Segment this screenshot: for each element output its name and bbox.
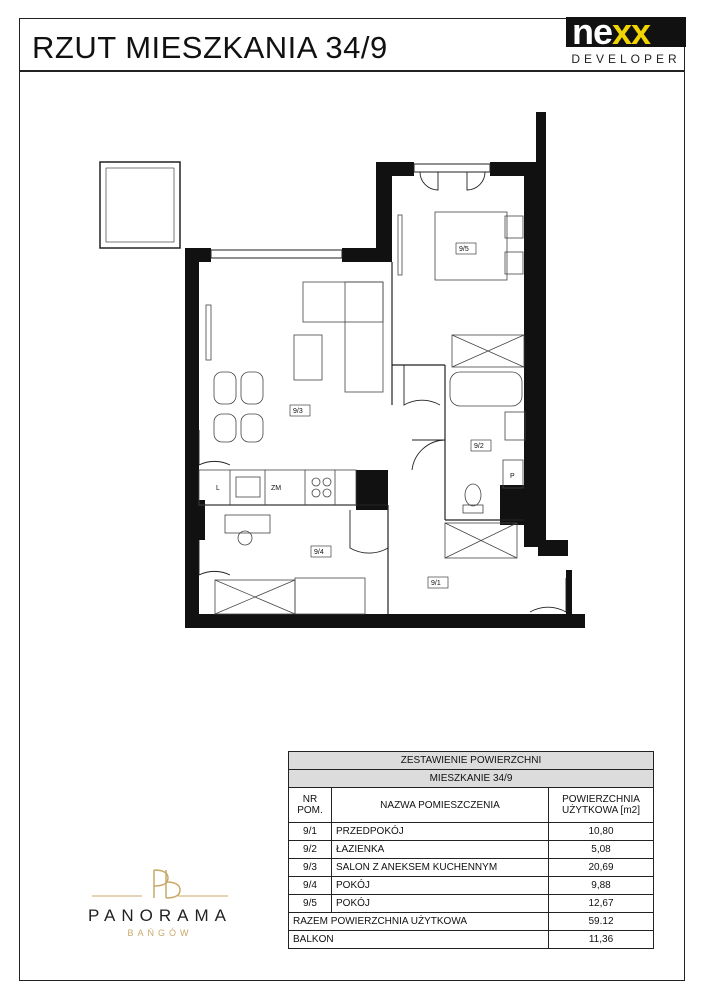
balcony-row [289, 931, 654, 949]
top-wall-left [185, 248, 211, 262]
room-name: PRZEDPOKÓJ [332, 823, 549, 841]
balcony-value: 11,36 [549, 931, 654, 949]
room-area: 5,08 [549, 841, 654, 859]
partition-left [185, 500, 205, 540]
hall-wardrobe [445, 523, 517, 558]
room-tag-95: 9/5 [459, 246, 469, 253]
page-title: RZUT MIESZKANIA 34/9 [32, 30, 388, 65]
logo-wordmark-b: xx [612, 11, 651, 52]
balcony-inner [106, 168, 174, 242]
bottom-wall [185, 614, 585, 628]
balcony-label: BALKON [289, 931, 549, 949]
table-row [289, 841, 654, 859]
right-outer [536, 112, 546, 542]
table-row [289, 823, 654, 841]
right-wall [524, 162, 538, 547]
room-name: ŁAZIENKA [332, 841, 549, 859]
fixture-fridge-label: ZM [271, 485, 282, 492]
living-furniture [206, 282, 383, 442]
upper-top-wall-a [376, 162, 414, 176]
room-area: 10,80 [549, 823, 654, 841]
logo-box [566, 11, 686, 52]
fixture-washer-label: P [510, 473, 515, 480]
room-number: 9/5 [289, 895, 332, 913]
room-name: SALON Z ANEKSEM KUCHENNYM [332, 859, 549, 877]
logo-wordmark-a: ne [572, 11, 613, 52]
total-value: 59.12 [549, 913, 654, 931]
partitions [199, 262, 524, 614]
upper-room-left-wall [376, 162, 392, 262]
windows [211, 164, 490, 258]
logo-subtitle: DEVELOPER [571, 52, 681, 66]
brand-location: BAŃGÓW [127, 928, 193, 938]
room-tags [216, 243, 515, 588]
floor-plan [90, 105, 590, 635]
total-row [289, 913, 654, 931]
table-subtitle: MIESZKANIE 34/9 [289, 770, 654, 788]
room-94-furniture [215, 515, 365, 614]
room-area: 20,69 [549, 859, 654, 877]
left-wall [185, 248, 199, 628]
room-name: POKÓJ [332, 877, 549, 895]
room-number: 9/1 [289, 823, 332, 841]
logo-wordmark [572, 11, 650, 53]
bedroom-furniture [398, 212, 524, 367]
room-tag-93: 9/3 [293, 408, 303, 415]
col-header-area: POWIERZCHNIA UŻYTKOWA [m2] [549, 788, 654, 823]
table-row [289, 877, 654, 895]
room-tag-94: 9/4 [314, 549, 324, 556]
room-area: 9,88 [549, 877, 654, 895]
panorama-brand [70, 862, 250, 938]
col-header-name: NAZWA POMIESZCZENIA [332, 788, 549, 823]
brand-name: PANORAMA [87, 906, 233, 925]
door-post-right [566, 570, 572, 628]
room-number: 9/4 [289, 877, 332, 895]
area-schedule-table [288, 751, 654, 949]
room-tag-92: 9/2 [474, 443, 484, 450]
col-header-number: NR POM. [289, 788, 332, 823]
panorama-logo-icon [90, 862, 230, 902]
room-number: 9/2 [289, 841, 332, 859]
room-name: POKÓJ [332, 895, 549, 913]
room-area: 12,67 [549, 895, 654, 913]
table-title: ZESTAWIENIE POWIERZCHNI [289, 752, 654, 770]
bathroom-block [500, 485, 526, 525]
developer-logo [566, 11, 686, 71]
balcony-outline [100, 162, 180, 248]
table-row [289, 859, 654, 877]
kitchen-column [356, 470, 388, 510]
bottom-right-wall [538, 540, 568, 556]
room-number: 9/3 [289, 859, 332, 877]
walls [185, 112, 585, 628]
room-tag-91: 9/1 [431, 580, 441, 587]
fixture-sink-label: L [216, 485, 220, 492]
table-row [289, 895, 654, 913]
upper-top-wall-b [490, 162, 528, 176]
total-label: RAZEM POWIERZCHNIA UŻYTKOWA [289, 913, 549, 931]
